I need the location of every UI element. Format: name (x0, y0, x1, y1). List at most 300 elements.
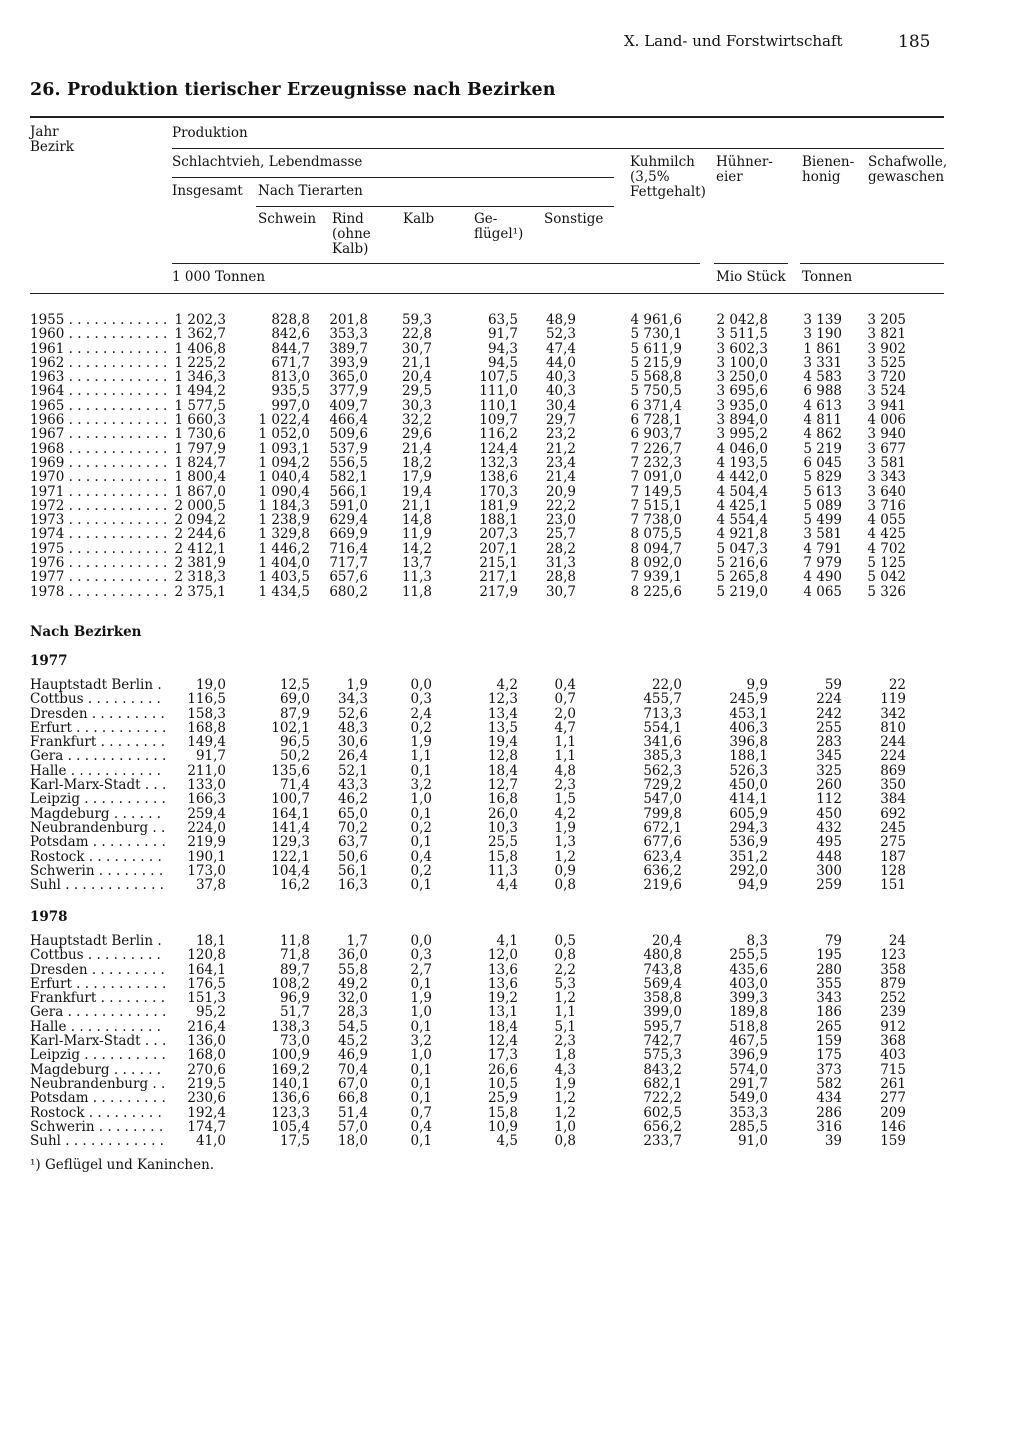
table-cell: 717,7 (329, 555, 368, 572)
table-row (30, 778, 950, 792)
row-label: 1961 . . . (30, 342, 166, 356)
table-cell: 164,1 (187, 961, 226, 978)
table-cell: 21,4 (401, 440, 432, 457)
table-cell: 146 (880, 1118, 906, 1135)
table-cell: 403,0 (729, 975, 768, 992)
table-cell: 170,3 (479, 483, 518, 500)
table-cell: 450 (816, 805, 842, 822)
table-cell: 554,1 (643, 719, 682, 736)
table-cell: 22 (888, 677, 906, 693)
table-row (30, 1020, 950, 1034)
row-label: 1974 . . . (30, 527, 166, 541)
table-row (30, 456, 950, 470)
table-cell: 22,8 (401, 326, 432, 343)
table-cell: 275 (880, 834, 906, 851)
table-cell: 5 219,0 (716, 583, 768, 600)
row-label: Leipzig . . . (30, 792, 166, 806)
table-cell: 453,1 (729, 705, 768, 722)
table-cell: 4 921,8 (716, 526, 768, 543)
table-row (30, 807, 950, 821)
table-cell: 2 375,1 (174, 583, 226, 600)
table-cell: 120,8 (187, 947, 226, 964)
table-cell: 71,8 (279, 947, 310, 964)
table-row (30, 384, 950, 398)
row-label: Karl-Marx-Stadt . . . (30, 1034, 166, 1048)
table-cell: 12,8 (487, 748, 518, 765)
table-cell: 6 045 (803, 454, 842, 471)
row-label: Cottbus . . . (30, 692, 166, 706)
table-cell: 242 (816, 705, 842, 722)
table-cell: 602,5 (643, 1104, 682, 1121)
table-cell: 5 568,8 (630, 369, 682, 386)
table-cell: 1,9 (346, 677, 368, 693)
table-cell: 52,6 (337, 705, 368, 722)
table-row (30, 1091, 950, 1105)
table-cell: 13,6 (487, 961, 518, 978)
table-cell: 124,4 (479, 440, 518, 457)
table-cell: 1 052,0 (258, 426, 310, 443)
table-row (30, 764, 950, 778)
table-cell: 0,8 (554, 947, 576, 964)
table-cell: 2 318,3 (174, 569, 226, 586)
row-label: 1965 . . . (30, 399, 166, 413)
table-cell: 67,0 (337, 1075, 368, 1092)
table-cell: 0,2 (410, 719, 432, 736)
table-cell: 575,3 (643, 1047, 682, 1064)
table-cell: 1,5 (554, 791, 576, 808)
table-cell: 3 720 (867, 369, 906, 386)
table-cell: 8,3 (746, 933, 768, 949)
table-cell: 95,2 (195, 1004, 226, 1021)
table-cell: 18,0 (337, 1133, 368, 1150)
table-cell: 4 862 (803, 426, 842, 443)
table-cell: 5 047,3 (716, 540, 768, 557)
table-cell: 94,3 (487, 340, 518, 357)
row-label: 1967 . . . (30, 427, 166, 441)
table-row (30, 527, 950, 541)
table-cell: 3 331 (803, 354, 842, 371)
table-cell: 12,4 (487, 1033, 518, 1050)
table-cell: 219,6 (643, 877, 682, 894)
table-cell: 467,5 (729, 1033, 768, 1050)
table-cell: 8 092,0 (630, 555, 682, 572)
row-label: 1973 . . . (30, 513, 166, 527)
table-cell: 87,9 (279, 705, 310, 722)
table-cell: 403 (880, 1047, 906, 1064)
row-label: 1978 . . . (30, 585, 166, 599)
table-cell: 1,0 (410, 1047, 432, 1064)
table-cell: 350 (880, 777, 906, 794)
table-cell: 30,7 (545, 583, 576, 600)
row-label: Neubrandenburg . . . (30, 821, 166, 835)
table-cell: 219,5 (187, 1075, 226, 1092)
table-cell: 0,1 (410, 762, 432, 779)
table-cell: 32,2 (401, 412, 432, 429)
table-cell: 13,5 (487, 719, 518, 736)
table-cell: 18,1 (195, 933, 226, 949)
table-cell: 0,3 (410, 691, 432, 708)
row-label: Rostock . . . (30, 1106, 166, 1120)
table-row (30, 864, 950, 878)
table-row (30, 470, 950, 484)
table-cell: 5 265,8 (716, 569, 768, 586)
table-cell: 104,4 (271, 862, 310, 879)
table-cell: 4 811 (803, 412, 842, 429)
table-cell: 28,2 (545, 540, 576, 557)
table-cell: 1 861 (803, 340, 842, 357)
table-cell: 0,0 (410, 933, 432, 949)
table-cell: 46,9 (337, 1047, 368, 1064)
table-cell: 89,7 (279, 961, 310, 978)
table-row (30, 370, 950, 384)
table-cell: 0,4 (554, 677, 576, 693)
table-cell: 3 894,0 (716, 412, 768, 429)
table-cell: 43,3 (337, 777, 368, 794)
table-cell: 13,1 (487, 1004, 518, 1021)
table-cell: 1 225,2 (174, 354, 226, 371)
table-cell: 32,0 (337, 990, 368, 1007)
row-label: Gera . . . (30, 1005, 166, 1019)
table-cell: 11,8 (279, 933, 310, 949)
table-cell: 1,9 (554, 1075, 576, 1092)
table-cell: 358,8 (643, 990, 682, 1007)
table-cell: 20,4 (401, 369, 432, 386)
table-row (30, 692, 950, 706)
table-cell: 0,1 (410, 1018, 432, 1035)
table-cell: 385,3 (643, 748, 682, 765)
table-cell: 432 (816, 819, 842, 836)
row-label: 1964 . . . (30, 384, 166, 398)
table-cell: 111,0 (479, 383, 518, 400)
table-cell: 384 (880, 791, 906, 808)
table-cell: 566,1 (329, 483, 368, 500)
row-label: Potsdam . . . (30, 835, 166, 849)
table-row (30, 707, 950, 721)
row-label: Cottbus . . . (30, 948, 166, 962)
table-cell: 1 022,4 (258, 412, 310, 429)
row-label: 1970 . . . (30, 470, 166, 484)
table-row (30, 570, 950, 584)
table-cell: 211,0 (187, 762, 226, 779)
table-cell: 12,0 (487, 947, 518, 964)
row-label: Hauptstadt Berlin . . . (30, 678, 166, 692)
table-cell: 5 613 (803, 483, 842, 500)
table-cell: 3 524 (867, 383, 906, 400)
table-cell: 23,0 (545, 512, 576, 529)
row-label: 1955 . . . (30, 313, 166, 327)
table-cell: 5 219 (803, 440, 842, 457)
table-cell: 935,5 (271, 383, 310, 400)
table-cell: 912 (880, 1018, 906, 1035)
table-cell: 672,1 (643, 819, 682, 836)
table-cell: 175 (816, 1047, 842, 1064)
table-cell: 0,1 (410, 877, 432, 894)
table-cell: 52,3 (545, 326, 576, 343)
row-label: Suhl . . . (30, 878, 166, 892)
table-cell: 0,8 (554, 1133, 576, 1150)
table-cell: 245,9 (729, 691, 768, 708)
table-cell: 715 (880, 1061, 906, 1078)
table-cell: 813,0 (271, 369, 310, 386)
table-cell: 574,0 (729, 1061, 768, 1078)
row-label: 1971 . . . (30, 485, 166, 499)
col-header-kalb: Kalb (403, 211, 435, 227)
table-cell: 4,7 (554, 719, 576, 736)
table-cell: 270,6 (187, 1061, 226, 1078)
table-cell: 48,3 (337, 719, 368, 736)
section-heading-nach-bezirken: Nach Bezirken (30, 624, 142, 640)
table-cell: 3 941 (867, 397, 906, 414)
table-cell: 1 446,2 (258, 540, 310, 557)
table-cell: 188,1 (479, 512, 518, 529)
table-row (30, 585, 950, 599)
table-cell: 623,4 (643, 848, 682, 865)
row-label: Dresden . . . (30, 963, 166, 977)
table-cell: 31,3 (545, 555, 576, 572)
table-cell: 224 (816, 691, 842, 708)
table-cell: 0,0 (410, 677, 432, 693)
table-cell: 91,7 (195, 748, 226, 765)
table-cell: 2,0 (554, 705, 576, 722)
table-cell: 8 094,7 (630, 540, 682, 557)
table-cell: 46,2 (337, 791, 368, 808)
row-label: Gera . . . (30, 749, 166, 763)
table-cell: 49,2 (337, 975, 368, 992)
table-cell: 123 (880, 947, 906, 964)
table-cell: 399,0 (643, 1004, 682, 1021)
table-cell: 2 094,2 (174, 512, 226, 529)
table-cell: 18,4 (487, 1018, 518, 1035)
table-cell: 11,9 (401, 526, 432, 543)
table-cell: 21,2 (545, 440, 576, 457)
table-cell: 869 (880, 762, 906, 779)
table-cell: 1,8 (554, 1047, 576, 1064)
table-cell: 1,9 (554, 819, 576, 836)
table-cell: 149,4 (187, 734, 226, 751)
table-cell: 1 797,9 (174, 440, 226, 457)
table-cell: 2 244,6 (174, 526, 226, 543)
table-cell: 716,4 (329, 540, 368, 557)
table-cell: 657,6 (329, 569, 368, 586)
table-cell: 325 (816, 762, 842, 779)
table-cell: 20,9 (545, 483, 576, 500)
table-cell: 4 065 (803, 583, 842, 600)
table-cell: 16,8 (487, 791, 518, 808)
table-cell: 192,4 (187, 1104, 226, 1121)
table-cell: 1 238,9 (258, 512, 310, 529)
table-cell: 25,5 (487, 834, 518, 851)
table-cell: 164,1 (271, 805, 310, 822)
table-cell: 358 (880, 961, 906, 978)
table-cell: 537,9 (329, 440, 368, 457)
table-cell: 19,0 (195, 677, 226, 693)
table-cell: 73,0 (279, 1033, 310, 1050)
table-cell: 509,6 (329, 426, 368, 443)
table-cell: 136,0 (187, 1033, 226, 1050)
table-cell: 3 205 (867, 312, 906, 328)
row-label: Magdeburg . . . (30, 1063, 166, 1077)
table-cell: 316 (816, 1118, 842, 1135)
table-cell: 629,4 (329, 512, 368, 529)
table-cell: 168,8 (187, 719, 226, 736)
table-cell: 4 791 (803, 540, 842, 557)
table-cell: 1 434,5 (258, 583, 310, 600)
table-cell: 224,0 (187, 819, 226, 836)
table-cell: 3,2 (410, 1033, 432, 1050)
table-cell: 677,6 (643, 834, 682, 851)
table-cell: 393,9 (329, 354, 368, 371)
table-cell: 4,2 (554, 805, 576, 822)
table-cell: 7 738,0 (630, 512, 682, 529)
table-cell: 5 611,9 (630, 340, 682, 357)
table-row (30, 427, 950, 441)
table-cell: 1,1 (554, 734, 576, 751)
table-row (30, 1005, 950, 1019)
col-header-schafwolle: Schafwolle, gewaschen (868, 154, 948, 185)
table-cell: 556,5 (329, 454, 368, 471)
table-row (30, 835, 950, 849)
table-cell: 2 000,5 (174, 497, 226, 514)
table-cell: 7 149,5 (630, 483, 682, 500)
produktion-rule (172, 148, 944, 149)
table-cell: 0,7 (554, 691, 576, 708)
table-cell: 292,0 (729, 862, 768, 879)
table-cell: 63,5 (487, 312, 518, 328)
table-cell: 4,3 (554, 1061, 576, 1078)
table-cell: 1,3 (554, 834, 576, 851)
table-cell: 207,3 (479, 526, 518, 543)
table-row (30, 792, 950, 806)
table-cell: 190,1 (187, 848, 226, 865)
table-cell: 11,3 (487, 862, 518, 879)
table-cell: 1,1 (410, 748, 432, 765)
table-cell: 21,4 (545, 469, 576, 486)
table-cell: 286 (816, 1104, 842, 1121)
table-cell: 128 (880, 862, 906, 879)
table-cell: 140,1 (271, 1075, 310, 1092)
row-label: 1968 . . . (30, 442, 166, 456)
row-label: Suhl . . . (30, 1134, 166, 1148)
table-cell: 12,5 (279, 677, 310, 693)
table-cell: 176,5 (187, 975, 226, 992)
table-cell: 110,1 (479, 397, 518, 414)
table-cell: 48,9 (545, 312, 576, 328)
table-cell: 1 094,2 (258, 454, 310, 471)
unit-label-tonnen-1000: 1 000 Tonnen (172, 269, 266, 285)
table-cell: 26,4 (337, 748, 368, 765)
table-cell: 0,1 (410, 975, 432, 992)
table-cell: 0,1 (410, 1090, 432, 1107)
table-cell: 159 (816, 1033, 842, 1050)
table-cell: 536,9 (729, 834, 768, 851)
table-cell: 4,2 (496, 677, 518, 693)
table-cell: 1,2 (554, 1104, 576, 1121)
table-cell: 434 (816, 1090, 842, 1107)
table-cell: 40,3 (545, 383, 576, 400)
table-cell: 17,5 (279, 1133, 310, 1150)
row-label: 1969 . . . (30, 456, 166, 470)
table-cell: 7 226,7 (630, 440, 682, 457)
table-cell: 3 511,5 (716, 326, 768, 343)
table-cell: 7 979 (803, 555, 842, 572)
row-label: Neubrandenburg . . . (30, 1077, 166, 1091)
table-cell: 158,3 (187, 705, 226, 722)
table-cell: 100,7 (271, 791, 310, 808)
row-label: Dresden . . . (30, 707, 166, 721)
table-cell: 5 750,5 (630, 383, 682, 400)
row-label: Erfurt . . . (30, 977, 166, 991)
table-cell: 5 326 (867, 583, 906, 600)
table-cell: 4 613 (803, 397, 842, 414)
table-cell: 151,3 (187, 990, 226, 1007)
table-cell: 4 442,0 (716, 469, 768, 486)
table-cell: 4 055 (867, 512, 906, 529)
table-cell: 16,2 (279, 877, 310, 894)
table-cell: 96,5 (279, 734, 310, 751)
table-header-bottom-rule (30, 293, 944, 294)
table-cell: 136,6 (271, 1090, 310, 1107)
table-cell: 252 (880, 990, 906, 1007)
col-header-kuhmilch: Kuhmilch (3,5% Fettgehalt) (630, 154, 706, 200)
row-label: 1962 . . . (30, 356, 166, 370)
table-cell: 743,8 (643, 961, 682, 978)
table-cell: 3 940 (867, 426, 906, 443)
table-cell: 6 728,1 (630, 412, 682, 429)
table-cell: 680,2 (329, 583, 368, 600)
table-cell: 1,7 (346, 933, 368, 949)
table-cell: 54,5 (337, 1018, 368, 1035)
table-cell: 239 (880, 1004, 906, 1021)
table-cell: 7 091,0 (630, 469, 682, 486)
table-cell: 10,9 (487, 1118, 518, 1135)
table-cell: 466,4 (329, 412, 368, 429)
table-cell: 4 554,4 (716, 512, 768, 529)
table-cell: 365,0 (329, 369, 368, 386)
table-row (30, 948, 950, 962)
table-cell: 138,3 (271, 1018, 310, 1035)
table-cell: 25,7 (545, 526, 576, 543)
table-row (30, 1120, 950, 1134)
table-cell: 123,3 (271, 1104, 310, 1121)
table-cell: 11,3 (401, 569, 432, 586)
table-cell: 1 660,3 (174, 412, 226, 429)
table-cell: 0,8 (554, 877, 576, 894)
table-cell: 17,9 (401, 469, 432, 486)
table-cell: 11,8 (401, 583, 432, 600)
table-cell: 116,2 (479, 426, 518, 443)
table-cell: 255,5 (729, 947, 768, 964)
table-cell: 18,4 (487, 762, 518, 779)
table-cell: 187 (880, 848, 906, 865)
table-row (30, 442, 950, 456)
table-cell: 30,6 (337, 734, 368, 751)
table-cell: 377,9 (329, 383, 368, 400)
table-cell: 518,8 (729, 1018, 768, 1035)
table-cell: 50,6 (337, 848, 368, 865)
col-header-schwein: Schwein (258, 211, 317, 227)
table-cell: 5 215,9 (630, 354, 682, 371)
table-cell: 0,2 (410, 819, 432, 836)
table-cell: 448 (816, 848, 842, 865)
table-row (30, 542, 950, 556)
table-cell: 217,9 (479, 583, 518, 600)
table-row (30, 356, 950, 370)
table-cell: 13,6 (487, 975, 518, 992)
table-cell: 1 867,0 (174, 483, 226, 500)
table-cell: 14,8 (401, 512, 432, 529)
table-cell: 65,0 (337, 805, 368, 822)
table-cell: 291,7 (729, 1075, 768, 1092)
